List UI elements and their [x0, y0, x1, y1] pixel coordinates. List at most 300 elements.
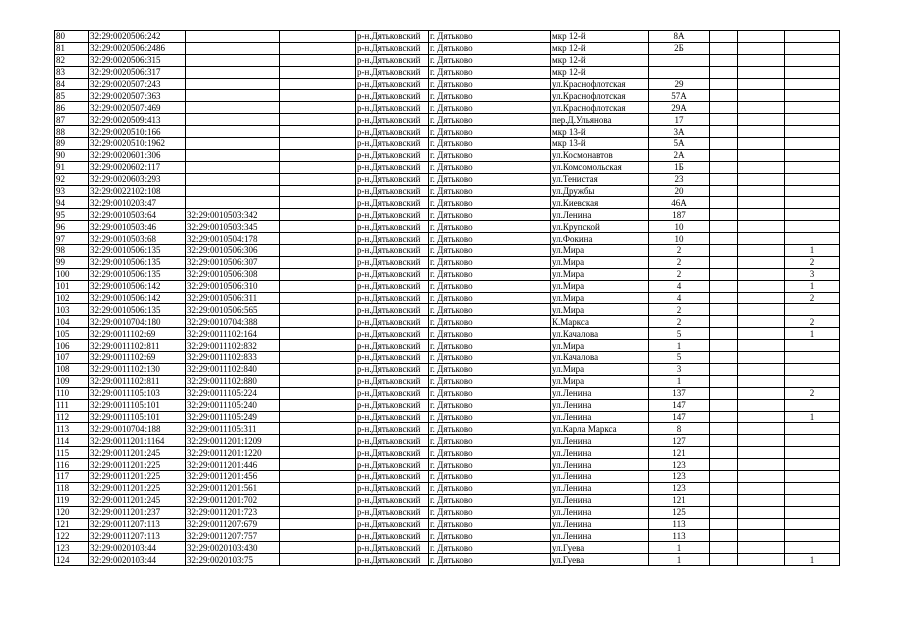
cell-row-number: 112	[55, 411, 89, 423]
cell-extra-column-a	[710, 363, 738, 375]
cell-district: р-н.Дятьковский	[356, 542, 429, 554]
cell-house-number: 137	[649, 387, 710, 399]
cell-street: ул.Мира	[551, 304, 649, 316]
cell-extra-column-a	[710, 138, 738, 150]
cell-sub-cadastral-number: 32:29:0011201:561	[186, 482, 280, 494]
cell-cadastral-number: 32:29:0020601:306	[89, 149, 186, 161]
table-row	[55, 233, 840, 245]
cell-sub-cadastral-number: 32:29:0011102:164	[186, 328, 280, 340]
table-row	[55, 363, 840, 375]
cell-district: р-н.Дятьковский	[356, 328, 429, 340]
cell-sub-cadastral-number: 32:29:0011105:240	[186, 399, 280, 411]
cell-house-number: 1	[649, 340, 710, 352]
cell-extra-column-b	[738, 482, 785, 494]
cell-apartment-number	[785, 138, 840, 150]
cell-town: г. Дятьково	[429, 42, 551, 54]
cell-apartment-number	[785, 423, 840, 435]
cell-house-number: 1	[649, 542, 710, 554]
cell-town: г. Дятьково	[429, 411, 551, 423]
cell-street: ул.Карла Маркса	[551, 423, 649, 435]
cell-cadastral-number: 32:29:0010704:188	[89, 423, 186, 435]
cell-extra-column-b	[738, 221, 785, 233]
cell-apartment-number: 1	[785, 411, 840, 423]
cell-street: ул.Краснофлотская	[551, 102, 649, 114]
cell-house-number: 113	[649, 530, 710, 542]
cell-town: г. Дятьково	[429, 90, 551, 102]
table-row	[55, 435, 840, 447]
cell-district: р-н.Дятьковский	[356, 66, 429, 78]
cell-sub-cadastral-number: 32:29:0011207:757	[186, 530, 280, 542]
cell-sub-cadastral-number: 32:29:0011207:679	[186, 518, 280, 530]
cell-cadastral-number: 32:29:0020103:44	[89, 554, 186, 566]
cell-extra-column-b	[738, 102, 785, 114]
cell-extra-column-b	[738, 435, 785, 447]
table-row	[55, 518, 840, 530]
cell-row-number: 90	[55, 149, 89, 161]
cell-extra-column-b	[738, 340, 785, 352]
cell-town: г. Дятьково	[429, 78, 551, 90]
cell-empty-column	[280, 304, 356, 316]
table-row	[55, 221, 840, 233]
cell-district: р-н.Дятьковский	[356, 126, 429, 138]
table-row	[55, 482, 840, 494]
cell-district: р-н.Дятьковский	[356, 221, 429, 233]
cell-house-number: 4	[649, 280, 710, 292]
cell-town: г. Дятьково	[429, 447, 551, 459]
cell-cadastral-number: 32:29:0010203:47	[89, 197, 186, 209]
cell-extra-column-b	[738, 530, 785, 542]
cell-street: ул.Мира	[551, 292, 649, 304]
cell-district: р-н.Дятьковский	[356, 102, 429, 114]
table-row	[55, 138, 840, 150]
cell-empty-column	[280, 423, 356, 435]
cell-sub-cadastral-number: 32:29:0010503:342	[186, 209, 280, 221]
cell-town: г. Дятьково	[429, 245, 551, 257]
cell-extra-column-a	[710, 328, 738, 340]
cell-town: г. Дятьково	[429, 292, 551, 304]
cell-town: г. Дятьково	[429, 114, 551, 126]
cell-apartment-number	[785, 173, 840, 185]
cell-sub-cadastral-number: 32:29:0011201:723	[186, 506, 280, 518]
table-row	[55, 245, 840, 257]
cell-house-number: 123	[649, 470, 710, 482]
cell-row-number: 100	[55, 268, 89, 280]
cell-street: ул.Мира	[551, 268, 649, 280]
cell-street: ул.Качалова	[551, 352, 649, 364]
cell-town: г. Дятьково	[429, 280, 551, 292]
cell-row-number: 108	[55, 363, 89, 375]
cell-apartment-number	[785, 233, 840, 245]
cell-extra-column-a	[710, 387, 738, 399]
cell-empty-column	[280, 387, 356, 399]
cell-empty-column	[280, 209, 356, 221]
table-row	[55, 185, 840, 197]
table-row	[55, 542, 840, 554]
cell-apartment-number: 1	[785, 328, 840, 340]
cell-district: р-н.Дятьковский	[356, 435, 429, 447]
cell-street: ул.Дружбы	[551, 185, 649, 197]
cell-district: р-н.Дятьковский	[356, 352, 429, 364]
cell-extra-column-a	[710, 149, 738, 161]
cell-extra-column-a	[710, 221, 738, 233]
cell-house-number: 2Б	[649, 42, 710, 54]
cell-row-number: 95	[55, 209, 89, 221]
cell-district: р-н.Дятьковский	[356, 423, 429, 435]
cell-cadastral-number: 32:29:0020510:1962	[89, 138, 186, 150]
cell-extra-column-b	[738, 256, 785, 268]
cell-row-number: 123	[55, 542, 89, 554]
cell-sub-cadastral-number: 32:29:0010704:388	[186, 316, 280, 328]
table-row	[55, 161, 840, 173]
cell-house-number: 17	[649, 114, 710, 126]
cell-district: р-н.Дятьковский	[356, 316, 429, 328]
table-row	[55, 256, 840, 268]
cell-town: г. Дятьково	[429, 328, 551, 340]
cell-town: г. Дятьково	[429, 459, 551, 471]
cell-cadastral-number: 32:29:0010503:64	[89, 209, 186, 221]
cell-sub-cadastral-number: 32:29:0011102:832	[186, 340, 280, 352]
cell-empty-column	[280, 221, 356, 233]
cell-extra-column-a	[710, 66, 738, 78]
cell-sub-cadastral-number	[186, 114, 280, 126]
cell-cadastral-number: 32:29:0011207:113	[89, 530, 186, 542]
cell-empty-column	[280, 411, 356, 423]
cell-apartment-number	[785, 78, 840, 90]
cell-row-number: 115	[55, 447, 89, 459]
cell-extra-column-b	[738, 304, 785, 316]
cell-street: ул.Фокина	[551, 233, 649, 245]
table-row	[55, 66, 840, 78]
cell-sub-cadastral-number: 32:29:0010506:308	[186, 268, 280, 280]
cell-house-number: 123	[649, 482, 710, 494]
cell-empty-column	[280, 482, 356, 494]
cell-empty-column	[280, 494, 356, 506]
cell-row-number: 106	[55, 340, 89, 352]
table-row	[55, 328, 840, 340]
cell-sub-cadastral-number	[186, 66, 280, 78]
cell-sub-cadastral-number: 32:29:0010506:565	[186, 304, 280, 316]
cell-apartment-number	[785, 494, 840, 506]
cell-street: ул.Ленина	[551, 530, 649, 542]
cell-row-number: 109	[55, 375, 89, 387]
cell-apartment-number	[785, 54, 840, 66]
cell-street: ул.Тенистая	[551, 173, 649, 185]
cell-town: г. Дятьково	[429, 554, 551, 566]
cell-cadastral-number: 32:29:0011105:101	[89, 411, 186, 423]
cell-house-number: 5	[649, 328, 710, 340]
cell-apartment-number	[785, 185, 840, 197]
cell-district: р-н.Дятьковский	[356, 161, 429, 173]
cell-extra-column-a	[710, 78, 738, 90]
cell-district: р-н.Дятьковский	[356, 340, 429, 352]
cell-cadastral-number: 32:29:0010506:135	[89, 245, 186, 257]
cell-cadastral-number: 32:29:0011102:69	[89, 352, 186, 364]
cell-extra-column-a	[710, 542, 738, 554]
cell-empty-column	[280, 506, 356, 518]
cell-house-number: 113	[649, 518, 710, 530]
cell-extra-column-a	[710, 90, 738, 102]
table-row	[55, 530, 840, 542]
cell-extra-column-b	[738, 280, 785, 292]
cell-apartment-number	[785, 340, 840, 352]
cell-apartment-number	[785, 149, 840, 161]
cell-empty-column	[280, 197, 356, 209]
cell-apartment-number	[785, 530, 840, 542]
cell-row-number: 89	[55, 138, 89, 150]
table-row	[55, 494, 840, 506]
cell-house-number: 20	[649, 185, 710, 197]
cell-extra-column-b	[738, 268, 785, 280]
cell-apartment-number	[785, 197, 840, 209]
table-row	[55, 423, 840, 435]
cell-district: р-н.Дятьковский	[356, 530, 429, 542]
cell-empty-column	[280, 280, 356, 292]
cell-extra-column-b	[738, 31, 785, 43]
cell-row-number: 83	[55, 66, 89, 78]
cell-extra-column-b	[738, 54, 785, 66]
cell-cadastral-number: 32:29:0010704:180	[89, 316, 186, 328]
cell-apartment-number: 1	[785, 554, 840, 566]
cell-extra-column-b	[738, 470, 785, 482]
cell-district: р-н.Дятьковский	[356, 42, 429, 54]
cell-extra-column-b	[738, 554, 785, 566]
cell-house-number: 8А	[649, 31, 710, 43]
cell-extra-column-b	[738, 161, 785, 173]
cell-apartment-number	[785, 482, 840, 494]
cell-empty-column	[280, 138, 356, 150]
cell-district: р-н.Дятьковский	[356, 482, 429, 494]
cell-street: ул.Ленина	[551, 518, 649, 530]
cell-apartment-number: 2	[785, 256, 840, 268]
cell-town: г. Дятьково	[429, 542, 551, 554]
cell-town: г. Дятьково	[429, 102, 551, 114]
table-row	[55, 554, 840, 566]
cell-empty-column	[280, 66, 356, 78]
cell-cadastral-number: 32:29:0011102:130	[89, 363, 186, 375]
cell-row-number: 116	[55, 459, 89, 471]
cell-cadastral-number: 32:29:0020509:413	[89, 114, 186, 126]
cell-district: р-н.Дятьковский	[356, 399, 429, 411]
table-row	[55, 90, 840, 102]
cell-sub-cadastral-number: 32:29:0010503:345	[186, 221, 280, 233]
cell-extra-column-a	[710, 304, 738, 316]
cell-sub-cadastral-number: 32:29:0011201:702	[186, 494, 280, 506]
cell-extra-column-a	[710, 435, 738, 447]
cell-house-number: 187	[649, 209, 710, 221]
cell-extra-column-a	[710, 530, 738, 542]
cell-row-number: 98	[55, 245, 89, 257]
cell-empty-column	[280, 399, 356, 411]
cell-extra-column-a	[710, 280, 738, 292]
cell-extra-column-b	[738, 423, 785, 435]
cell-row-number: 124	[55, 554, 89, 566]
cell-sub-cadastral-number: 32:29:0020103:75	[186, 554, 280, 566]
cell-apartment-number	[785, 435, 840, 447]
cell-town: г. Дятьково	[429, 494, 551, 506]
cell-apartment-number	[785, 542, 840, 554]
cell-row-number: 118	[55, 482, 89, 494]
cell-sub-cadastral-number	[186, 102, 280, 114]
cell-district: р-н.Дятьковский	[356, 363, 429, 375]
cell-row-number: 93	[55, 185, 89, 197]
cell-house-number: 121	[649, 447, 710, 459]
table-row	[55, 470, 840, 482]
cell-row-number: 88	[55, 126, 89, 138]
cell-cadastral-number: 32:29:0020507:243	[89, 78, 186, 90]
cell-house-number: 147	[649, 399, 710, 411]
cell-district: р-н.Дятьковский	[356, 292, 429, 304]
cell-extra-column-a	[710, 209, 738, 221]
cell-district: р-н.Дятьковский	[356, 447, 429, 459]
cell-sub-cadastral-number	[186, 42, 280, 54]
cell-row-number: 102	[55, 292, 89, 304]
cell-house-number: 29А	[649, 102, 710, 114]
cell-extra-column-a	[710, 185, 738, 197]
cell-apartment-number	[785, 221, 840, 233]
cell-apartment-number	[785, 66, 840, 78]
cell-extra-column-a	[710, 126, 738, 138]
cell-apartment-number: 3	[785, 268, 840, 280]
cell-extra-column-a	[710, 31, 738, 43]
cell-apartment-number	[785, 506, 840, 518]
table-row	[55, 268, 840, 280]
cell-street: ул.Качалова	[551, 328, 649, 340]
cell-extra-column-b	[738, 447, 785, 459]
cell-apartment-number	[785, 352, 840, 364]
cell-empty-column	[280, 54, 356, 66]
cell-house-number: 125	[649, 506, 710, 518]
cell-town: г. Дятьково	[429, 518, 551, 530]
cell-row-number: 85	[55, 90, 89, 102]
cell-street: ул.Ленина	[551, 209, 649, 221]
cell-apartment-number	[785, 304, 840, 316]
cell-town: г. Дятьково	[429, 423, 551, 435]
cell-street: ул.Ленина	[551, 387, 649, 399]
cell-empty-column	[280, 363, 356, 375]
table-row	[55, 280, 840, 292]
cell-row-number: 80	[55, 31, 89, 43]
cell-extra-column-b	[738, 363, 785, 375]
cell-house-number: 8	[649, 423, 710, 435]
cell-sub-cadastral-number	[186, 185, 280, 197]
cell-empty-column	[280, 518, 356, 530]
cell-extra-column-a	[710, 554, 738, 566]
cell-apartment-number	[785, 209, 840, 221]
cell-town: г. Дятьково	[429, 233, 551, 245]
cell-empty-column	[280, 328, 356, 340]
cell-town: г. Дятьково	[429, 530, 551, 542]
cell-town: г. Дятьково	[429, 173, 551, 185]
table-row	[55, 126, 840, 138]
cell-town: г. Дятьково	[429, 387, 551, 399]
cell-street: мкр 12-й	[551, 54, 649, 66]
cell-house-number: 127	[649, 435, 710, 447]
cell-extra-column-b	[738, 66, 785, 78]
cell-extra-column-b	[738, 506, 785, 518]
cell-extra-column-b	[738, 78, 785, 90]
cell-row-number: 94	[55, 197, 89, 209]
registry-table	[54, 30, 840, 566]
cell-district: р-н.Дятьковский	[356, 138, 429, 150]
cell-sub-cadastral-number: 32:29:0011201:1209	[186, 435, 280, 447]
cell-town: г. Дятьково	[429, 482, 551, 494]
cell-house-number: 23	[649, 173, 710, 185]
cell-cadastral-number: 32:29:0020507:363	[89, 90, 186, 102]
cell-town: г. Дятьково	[429, 470, 551, 482]
table-row	[55, 42, 840, 54]
cell-apartment-number	[785, 90, 840, 102]
cell-house-number: 147	[649, 411, 710, 423]
cell-apartment-number: 1	[785, 245, 840, 257]
cell-house-number: 1	[649, 554, 710, 566]
cell-town: г. Дятьково	[429, 197, 551, 209]
cell-town: г. Дятьково	[429, 340, 551, 352]
cell-district: р-н.Дятьковский	[356, 197, 429, 209]
cell-extra-column-a	[710, 42, 738, 54]
cell-street: ул.Гуева	[551, 542, 649, 554]
cell-apartment-number	[785, 518, 840, 530]
cell-apartment-number	[785, 399, 840, 411]
cell-town: г. Дятьково	[429, 209, 551, 221]
cell-row-number: 122	[55, 530, 89, 542]
cell-row-number: 120	[55, 506, 89, 518]
cell-street: ул.Ленина	[551, 399, 649, 411]
cell-row-number: 86	[55, 102, 89, 114]
cell-extra-column-b	[738, 233, 785, 245]
cell-cadastral-number: 32:29:0011201:225	[89, 459, 186, 471]
cell-extra-column-b	[738, 387, 785, 399]
cell-cadastral-number: 32:29:0011105:103	[89, 387, 186, 399]
cell-house-number: 4	[649, 292, 710, 304]
cell-street: ул.Ленина	[551, 494, 649, 506]
cell-district: р-н.Дятьковский	[356, 280, 429, 292]
cell-row-number: 110	[55, 387, 89, 399]
cell-extra-column-b	[738, 375, 785, 387]
cell-extra-column-a	[710, 423, 738, 435]
cell-district: р-н.Дятьковский	[356, 304, 429, 316]
cell-house-number: 1Б	[649, 161, 710, 173]
cell-sub-cadastral-number	[186, 149, 280, 161]
table-row	[55, 375, 840, 387]
cell-sub-cadastral-number: 32:29:0010504:178	[186, 233, 280, 245]
cell-sub-cadastral-number: 32:29:0010506:307	[186, 256, 280, 268]
cell-district: р-н.Дятьковский	[356, 554, 429, 566]
cell-cadastral-number: 32:29:0022102:108	[89, 185, 186, 197]
cell-extra-column-b	[738, 138, 785, 150]
table-row	[55, 78, 840, 90]
cell-cadastral-number: 32:29:0011201:225	[89, 482, 186, 494]
cell-row-number: 104	[55, 316, 89, 328]
cell-street: ул.Ленина	[551, 470, 649, 482]
cell-house-number: 2	[649, 304, 710, 316]
cell-street: ул.Ленина	[551, 459, 649, 471]
cell-sub-cadastral-number	[186, 197, 280, 209]
cell-apartment-number	[785, 126, 840, 138]
cell-row-number: 97	[55, 233, 89, 245]
cell-street: ул.Мира	[551, 245, 649, 257]
cell-cadastral-number: 32:29:0010506:135	[89, 304, 186, 316]
cell-town: г. Дятьково	[429, 375, 551, 387]
cell-extra-column-a	[710, 411, 738, 423]
cell-sub-cadastral-number	[186, 138, 280, 150]
cell-street: мкр 12-й	[551, 42, 649, 54]
cell-house-number: 46А	[649, 197, 710, 209]
cell-extra-column-b	[738, 209, 785, 221]
cell-sub-cadastral-number: 32:29:0020103:430	[186, 542, 280, 554]
cell-town: г. Дятьково	[429, 399, 551, 411]
table-row	[55, 102, 840, 114]
cell-row-number: 105	[55, 328, 89, 340]
